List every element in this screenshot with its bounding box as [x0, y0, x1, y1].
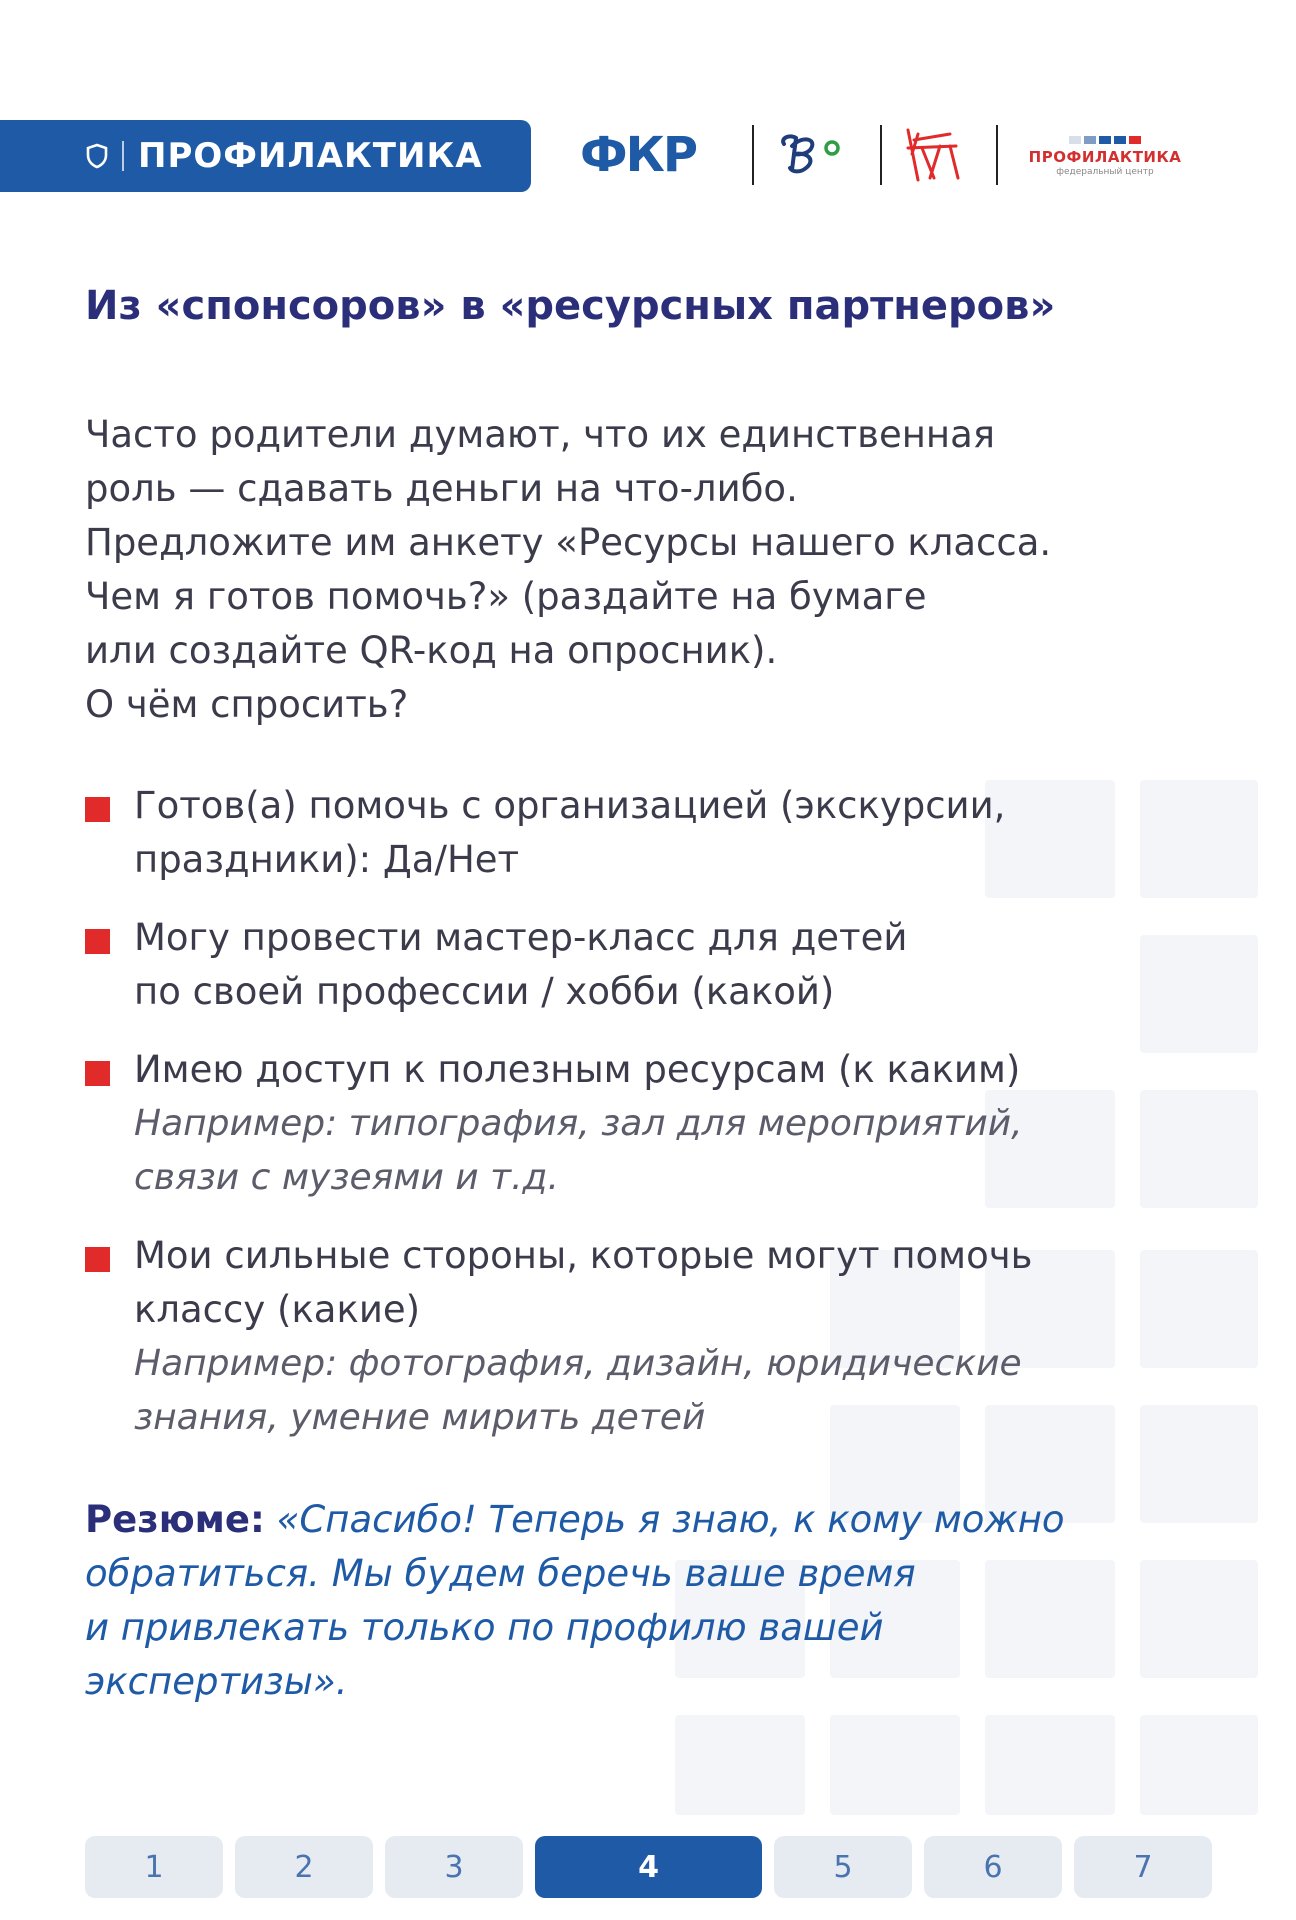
list-item-text: по своей профессии / хобби (какой)	[134, 970, 835, 1013]
flag-bars	[1069, 136, 1141, 144]
resume-first-line	[85, 1493, 1225, 1547]
intro-line: Часто родители думают, что их единственная	[85, 413, 996, 456]
brand-title: ПРОФИЛАКТИКА	[138, 136, 483, 176]
chair-logo	[900, 124, 964, 186]
page-button-7[interactable]: 7	[1074, 1836, 1212, 1898]
red-square-bullet-icon	[85, 1061, 110, 1086]
brand-separator	[122, 141, 124, 171]
page-button-2[interactable]: 2	[235, 1836, 373, 1898]
resume-quote-line: «Спасибо! Теперь я знаю, к кому можно	[276, 1498, 1065, 1541]
list-item	[85, 911, 1225, 1019]
list-item-example: знания, умение мирить детей	[134, 1397, 706, 1438]
intro-line: Чем я готов помочь?» (раздайте на бумаге	[85, 575, 927, 618]
resume-label: Резюме:	[85, 1498, 265, 1541]
vo-logo-mark	[770, 124, 862, 186]
question-list	[85, 779, 1225, 1469]
list-item-text: Мои сильные стороны, которые могут помочь	[134, 1234, 1033, 1277]
intro-line: роль — сдавать деньги на что-либо.	[85, 467, 798, 510]
list-item-text: праздники): Да/Нет	[134, 838, 520, 881]
page-button-1[interactable]: 1	[85, 1836, 223, 1898]
logo-divider	[752, 125, 754, 185]
list-item	[85, 1229, 1225, 1445]
brand-bar	[0, 120, 531, 192]
red-square-bullet-icon	[85, 1247, 110, 1272]
list-item-text: Имею доступ к полезным ресурсам (к каким)	[134, 1048, 1021, 1091]
page-button-3[interactable]: 3	[385, 1836, 523, 1898]
page-title: Из «спонсоров» в «ресурсных партнеров»	[85, 283, 1056, 329]
profilaktika-logo-subtitle: федеральный центр	[1056, 166, 1154, 177]
page-button-6[interactable]: 6	[924, 1836, 1062, 1898]
list-item	[85, 1043, 1225, 1205]
fkr-logo: ФКР	[579, 127, 696, 183]
red-square-bullet-icon	[85, 929, 110, 954]
intro-paragraph	[85, 408, 1225, 732]
list-item-example: Например: фотография, дизайн, юридические	[134, 1343, 1022, 1384]
pagination	[85, 1836, 1212, 1898]
resume-quote-line: экспертизы».	[85, 1660, 348, 1703]
resume-quote-line: обратиться. Мы будем беречь ваше время	[85, 1552, 916, 1595]
profilaktika-logo-title: ПРОФИЛАКТИКА	[1028, 147, 1182, 166]
page-button-4-current[interactable]: 4	[535, 1836, 762, 1898]
logo-divider	[996, 125, 998, 185]
list-item-text: Готов(а) помочь с организацией (экскурсии,	[134, 784, 1006, 827]
resume-block	[85, 1493, 1225, 1709]
page-button-5[interactable]: 5	[774, 1836, 912, 1898]
red-square-bullet-icon	[85, 797, 110, 822]
profilaktika-logo	[1015, 130, 1195, 182]
list-item-text: Могу провести мастер-класс для детей	[134, 916, 908, 959]
intro-line: или создайте QR-код на опросник).	[85, 629, 778, 672]
list-item-text: классу (какие)	[134, 1288, 421, 1331]
resume-quote-line: и привлекать только по профилю вашей	[85, 1606, 884, 1649]
list-item-example: Например: типография, зал для мероприятий,	[134, 1103, 1023, 1144]
list-item	[85, 779, 1225, 887]
intro-line: Предложите им анкету «Ресурсы нашего класса.	[85, 521, 1052, 564]
shield-icon	[86, 143, 108, 169]
logo-divider	[880, 125, 882, 185]
list-item-example: связи с музеями и т.д.	[134, 1157, 559, 1198]
chair-logo-mark	[900, 124, 964, 186]
intro-line: О чём спросить?	[85, 683, 409, 726]
vo-logo	[770, 124, 862, 186]
